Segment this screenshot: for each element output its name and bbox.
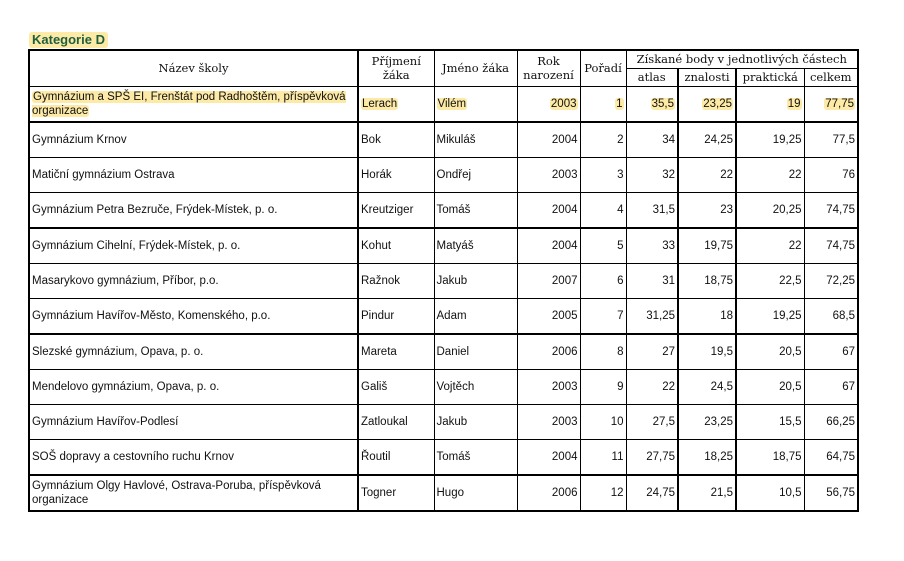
firstname-text: Vojtěch — [436, 380, 475, 393]
knowledge-score-cell — [678, 334, 736, 370]
rank-text: 12 — [610, 486, 624, 499]
school-cell — [29, 475, 358, 511]
knowledge-score-text: 23,25 — [704, 415, 733, 428]
atlas-score-text: 31,5 — [652, 203, 675, 216]
knowledge-score-cell — [678, 192, 736, 228]
knowledge-score-cell — [678, 369, 736, 404]
knowledge-score-cell — [678, 404, 736, 439]
firstname-cell — [434, 228, 517, 264]
total-score-text: 64,75 — [826, 450, 855, 463]
rank-text: 11 — [611, 450, 624, 463]
practical-score-cell — [736, 122, 804, 158]
firstname-text: Tomáš — [436, 450, 471, 463]
header-total: celkem — [804, 68, 858, 86]
school-text: Gymnázium Olgy Havlové, Ostrava-Poruba, příspěvková organizace — [32, 479, 321, 506]
rank-text: 5 — [617, 239, 624, 252]
surname-cell — [358, 475, 434, 511]
surname-cell — [358, 369, 434, 404]
rank-text: 9 — [617, 380, 624, 393]
atlas-score-cell — [626, 192, 678, 228]
rank-text: 10 — [610, 415, 624, 428]
school-cell — [29, 122, 358, 158]
surname-text: Bok — [361, 133, 381, 146]
results-table — [28, 49, 859, 512]
practical-score-cell — [736, 439, 804, 475]
table-row — [29, 298, 858, 334]
rank-text: 7 — [617, 309, 624, 322]
header-firstname: Jméno žáka — [434, 50, 517, 86]
firstname-cell — [434, 334, 517, 370]
table-row — [29, 157, 858, 192]
school-text: Masarykovo gymnázium, Příbor, p.o. — [32, 274, 219, 287]
knowledge-score-cell — [678, 122, 736, 158]
school-text: Slezské gymnázium, Opava, p. o. — [32, 345, 204, 358]
practical-score-cell — [736, 263, 804, 298]
birth-year-text: 2004 — [551, 239, 578, 252]
birth-year-text: 2007 — [551, 274, 578, 287]
atlas-score-cell — [626, 122, 678, 158]
knowledge-score-text: 24,25 — [704, 133, 733, 146]
total-score-cell — [804, 475, 858, 511]
birth-year-text: 2005 — [551, 309, 578, 322]
practical-score-cell — [736, 228, 804, 264]
table-row — [29, 122, 858, 158]
firstname-text: Adam — [436, 309, 467, 322]
surname-text: Horák — [361, 168, 392, 181]
table-row — [29, 263, 858, 298]
total-score-text: 67 — [842, 380, 855, 393]
firstname-cell — [434, 475, 517, 511]
birth-year-cell — [517, 369, 580, 404]
atlas-score-cell — [626, 404, 678, 439]
firstname-text: Daniel — [436, 345, 470, 358]
surname-cell — [358, 263, 434, 298]
surname-text: Ražnok — [361, 274, 400, 287]
birth-year-text: 2003 — [551, 415, 578, 428]
practical-score-cell — [736, 86, 804, 122]
school-text: Mendelovo gymnázium, Opava, p. o. — [32, 380, 220, 393]
surname-cell — [358, 157, 434, 192]
surname-cell — [358, 334, 434, 370]
rank-cell — [580, 404, 626, 439]
total-score-cell — [804, 298, 858, 334]
atlas-score-cell — [626, 157, 678, 192]
surname-text: Mareta — [361, 345, 397, 358]
surname-cell — [358, 122, 434, 158]
surname-text: Gališ — [361, 380, 388, 393]
firstname-text: Hugo — [436, 486, 464, 499]
surname-cell — [358, 228, 434, 264]
header-atlas: atlas — [626, 68, 678, 86]
school-cell — [29, 263, 358, 298]
atlas-score-text: 27,5 — [652, 415, 675, 428]
total-score-cell — [804, 228, 858, 264]
rank-cell — [580, 86, 626, 122]
birth-year-cell — [517, 334, 580, 370]
practical-score-cell — [736, 369, 804, 404]
total-score-text: 77,75 — [825, 97, 854, 110]
header-practical: praktická — [736, 68, 804, 86]
knowledge-score-cell — [678, 157, 736, 192]
table-row — [29, 334, 858, 370]
surname-text: Pindur — [361, 309, 395, 322]
birth-year-text: 2003 — [551, 168, 578, 181]
school-cell — [29, 334, 358, 370]
firstname-cell — [434, 157, 517, 192]
knowledge-score-text: 18,25 — [704, 450, 733, 463]
rank-cell — [580, 122, 626, 158]
practical-score-text: 22,5 — [779, 274, 802, 287]
total-score-text: 67 — [842, 345, 855, 358]
atlas-score-text: 35,5 — [651, 97, 674, 110]
practical-score-cell — [736, 157, 804, 192]
firstname-cell — [434, 404, 517, 439]
birth-year-text: 2006 — [551, 345, 578, 358]
total-score-cell — [804, 192, 858, 228]
school-text: Gymnázium a SPŠ EI, Frenštát pod Radhoštěm, příspěvková organizace — [32, 90, 346, 117]
rank-cell — [580, 439, 626, 475]
practical-score-text: 20,5 — [779, 345, 802, 358]
school-cell — [29, 298, 358, 334]
table-row — [29, 439, 858, 475]
birth-year-cell — [517, 228, 580, 264]
practical-score-text: 19 — [787, 97, 801, 110]
school-cell — [29, 369, 358, 404]
knowledge-score-text: 23 — [720, 203, 733, 216]
table-row — [29, 228, 858, 264]
total-score-text: 74,75 — [826, 239, 855, 252]
total-score-cell — [804, 122, 858, 158]
table-row — [29, 86, 858, 122]
practical-score-text: 22 — [788, 168, 802, 181]
rank-text: 1 — [616, 97, 623, 110]
total-score-text: 76 — [842, 168, 855, 181]
header-knowledge: znalosti — [678, 68, 736, 86]
total-score-cell — [804, 369, 858, 404]
firstname-text: Jakub — [436, 274, 468, 287]
table-row — [29, 475, 858, 511]
total-score-cell — [804, 157, 858, 192]
firstname-text: Tomáš — [436, 203, 471, 216]
surname-text: Zatloukal — [361, 415, 408, 428]
knowledge-score-text: 21,5 — [710, 486, 733, 499]
knowledge-score-cell — [678, 263, 736, 298]
surname-text: Řoutil — [361, 450, 391, 463]
knowledge-score-text: 18,75 — [704, 274, 733, 287]
birth-year-text: 2003 — [551, 380, 578, 393]
rank-cell — [580, 192, 626, 228]
atlas-score-text: 27,75 — [646, 450, 675, 463]
firstname-cell — [434, 122, 517, 158]
header-rank: Pořadí — [580, 50, 626, 86]
surname-text: Lerach — [362, 97, 398, 110]
knowledge-score-text: 19,75 — [704, 239, 733, 252]
school-text: Gymnázium Krnov — [32, 133, 127, 146]
firstname-text: Matyáš — [436, 239, 474, 252]
atlas-score-text: 22 — [662, 380, 675, 393]
birth-year-cell — [517, 404, 580, 439]
atlas-score-text: 31,25 — [646, 309, 675, 322]
school-cell — [29, 228, 358, 264]
surname-cell — [358, 86, 434, 122]
rank-text: 2 — [617, 133, 624, 146]
atlas-score-text: 34 — [662, 133, 675, 146]
total-score-cell — [804, 439, 858, 475]
practical-score-cell — [736, 475, 804, 511]
surname-cell — [358, 439, 434, 475]
total-score-cell — [804, 263, 858, 298]
atlas-score-text: 27 — [662, 345, 675, 358]
birth-year-cell — [517, 263, 580, 298]
table-row — [29, 192, 858, 228]
school-text: SOŠ dopravy a cestovního ruchu Krnov — [32, 450, 234, 463]
birth-year-cell — [517, 86, 580, 122]
surname-cell — [358, 404, 434, 439]
school-cell — [29, 192, 358, 228]
total-score-cell — [804, 334, 858, 370]
total-score-text: 66,25 — [826, 415, 855, 428]
practical-score-text: 19,25 — [772, 133, 802, 146]
school-text: Gymnázium Cihelní, Frýdek-Místek, p. o. — [32, 239, 241, 252]
header-points-group: Získané body v jednotlivých částech — [626, 50, 858, 68]
school-text: Gymnázium Petra Bezruče, Frýdek-Místek, p. o. — [32, 203, 278, 216]
birth-year-cell — [517, 298, 580, 334]
knowledge-score-cell — [678, 475, 736, 511]
birth-year-text: 2004 — [551, 133, 578, 146]
knowledge-score-cell — [678, 228, 736, 264]
knowledge-score-text: 18 — [720, 309, 733, 322]
birth-year-cell — [517, 439, 580, 475]
practical-score-text: 20,25 — [772, 203, 802, 216]
firstname-cell — [434, 86, 517, 122]
practical-score-cell — [736, 404, 804, 439]
rank-text: 4 — [617, 203, 624, 216]
total-score-text: 77,5 — [832, 133, 855, 146]
firstname-cell — [434, 298, 517, 334]
surname-text: Kohut — [361, 239, 392, 252]
school-cell — [29, 86, 358, 122]
practical-score-text: 20,5 — [779, 380, 802, 393]
atlas-score-cell — [626, 228, 678, 264]
atlas-score-text: 24,75 — [646, 486, 675, 499]
practical-score-cell — [736, 298, 804, 334]
firstname-cell — [434, 439, 517, 475]
atlas-score-cell — [626, 334, 678, 370]
atlas-score-cell — [626, 439, 678, 475]
firstname-text: Mikuláš — [436, 133, 476, 146]
firstname-cell — [434, 369, 517, 404]
atlas-score-cell — [626, 475, 678, 511]
rank-text: 6 — [617, 274, 624, 287]
header-school: Název školy — [29, 50, 358, 86]
birth-year-text: 2004 — [551, 450, 578, 463]
rank-cell — [580, 475, 626, 511]
firstname-cell — [434, 263, 517, 298]
practical-score-cell — [736, 334, 804, 370]
rank-text: 3 — [617, 168, 624, 181]
table-row — [29, 404, 858, 439]
rank-cell — [580, 228, 626, 264]
school-cell — [29, 404, 358, 439]
knowledge-score-cell — [678, 86, 736, 122]
practical-score-text: 22 — [788, 239, 802, 252]
knowledge-score-text: 24,5 — [710, 380, 733, 393]
atlas-score-cell — [626, 263, 678, 298]
firstname-text: Jakub — [436, 415, 468, 428]
total-score-text: 68,5 — [832, 309, 855, 322]
surname-text: Kreutziger — [361, 203, 414, 216]
school-text: Gymnázium Havířov-Město, Komenského, p.o. — [32, 309, 271, 322]
rank-cell — [580, 157, 626, 192]
birth-year-cell — [517, 122, 580, 158]
practical-score-cell — [736, 192, 804, 228]
total-score-text: 72,25 — [826, 274, 855, 287]
birth-year-cell — [517, 157, 580, 192]
total-score-cell — [804, 86, 858, 122]
header-surname: Příjmení žáka — [358, 50, 434, 86]
total-score-text: 74,75 — [826, 203, 855, 216]
birth-year-text: 2006 — [551, 486, 578, 499]
school-text: Gymnázium Havířov-Podlesí — [32, 415, 179, 428]
school-cell — [29, 157, 358, 192]
rank-cell — [580, 298, 626, 334]
header-birth-year: Rok narození — [517, 50, 580, 86]
rank-cell — [580, 263, 626, 298]
atlas-score-text: 32 — [662, 168, 675, 181]
atlas-score-cell — [626, 369, 678, 404]
table-row — [29, 369, 858, 404]
category-title: Kategorie D — [29, 32, 108, 48]
birth-year-text: 2004 — [551, 203, 578, 216]
surname-cell — [358, 192, 434, 228]
atlas-score-text: 33 — [662, 239, 675, 252]
knowledge-score-text: 22 — [720, 168, 733, 181]
knowledge-score-text: 19,5 — [710, 345, 733, 358]
surname-cell — [358, 298, 434, 334]
rank-cell — [580, 334, 626, 370]
birth-year-text: 2003 — [550, 97, 577, 110]
practical-score-text: 19,25 — [772, 309, 802, 322]
practical-score-text: 10,5 — [779, 486, 802, 499]
practical-score-text: 15,5 — [779, 415, 802, 428]
birth-year-cell — [517, 192, 580, 228]
firstname-text: Ondřej — [436, 168, 472, 181]
atlas-score-cell — [626, 86, 678, 122]
birth-year-cell — [517, 475, 580, 511]
atlas-score-text: 31 — [662, 274, 675, 287]
knowledge-score-cell — [678, 439, 736, 475]
atlas-score-cell — [626, 298, 678, 334]
firstname-cell — [434, 192, 517, 228]
firstname-text: Vilém — [437, 97, 467, 110]
school-text: Matiční gymnázium Ostrava — [32, 168, 175, 181]
surname-text: Togner — [361, 486, 397, 499]
knowledge-score-cell — [678, 298, 736, 334]
knowledge-score-text: 23,25 — [703, 97, 732, 110]
total-score-cell — [804, 404, 858, 439]
total-score-text: 56,75 — [826, 486, 855, 499]
school-cell — [29, 439, 358, 475]
rank-cell — [580, 369, 626, 404]
practical-score-text: 18,75 — [772, 450, 802, 463]
rank-text: 8 — [617, 345, 624, 358]
